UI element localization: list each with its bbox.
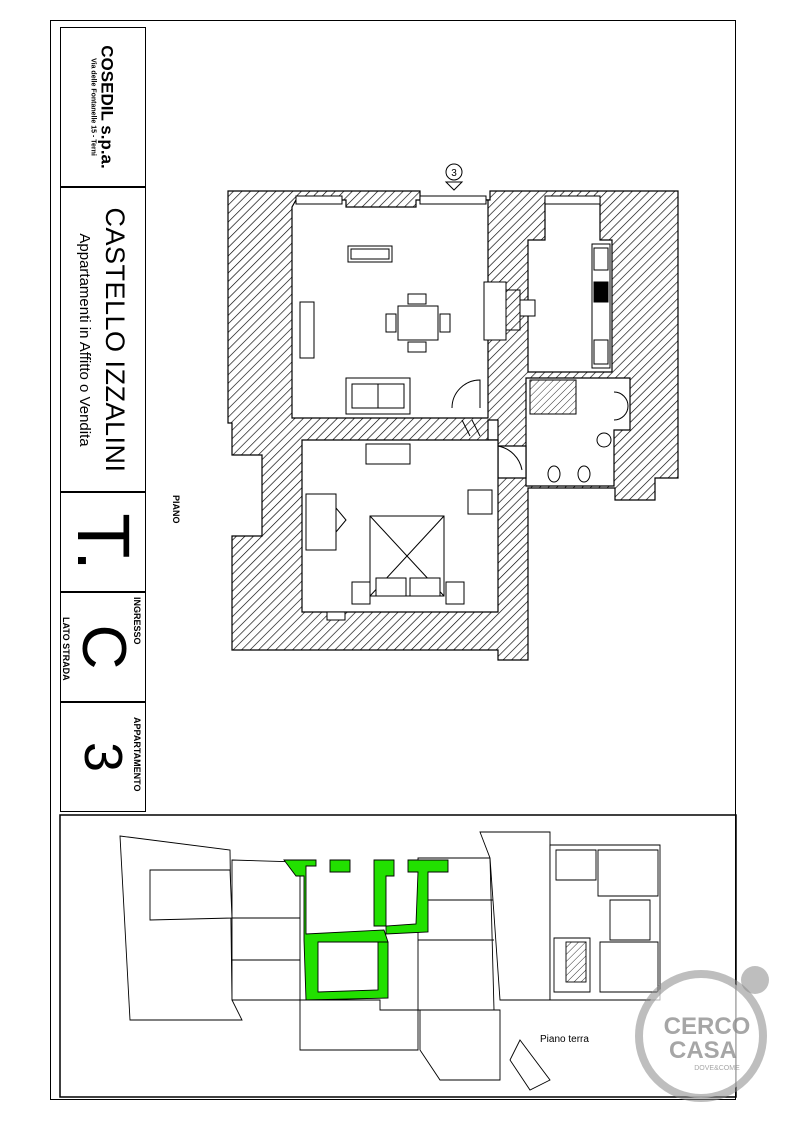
window	[327, 612, 345, 620]
wardrobe	[306, 494, 336, 550]
window	[420, 196, 486, 204]
watermark-line2: CASA	[668, 1037, 738, 1064]
sideboard	[348, 246, 392, 262]
shower	[530, 380, 576, 414]
ingresso-note: LATO STRADA	[61, 617, 71, 681]
ingresso-value: C	[69, 624, 138, 670]
piano-value: T.	[62, 513, 145, 571]
entrance-arrow-icon	[446, 182, 462, 190]
shelf	[300, 302, 314, 358]
cercocasa-watermark	[635, 958, 775, 1108]
fireplace	[484, 282, 506, 340]
piano-label: PIANO	[171, 495, 181, 524]
project-subtitle: Appartamenti in Affitto o Vendita	[76, 232, 93, 447]
sink	[597, 433, 611, 447]
watermark-line3: DOVE&COME	[694, 1065, 740, 1072]
armchair	[468, 490, 492, 514]
window	[296, 196, 342, 204]
window	[545, 196, 600, 204]
keyplan-caption: Piano terra	[540, 1034, 589, 1045]
nightstand	[352, 582, 370, 604]
appartamento-label: APPARTAMENTO	[132, 717, 142, 792]
project-title: CASTELLO IZZALINI	[100, 206, 130, 473]
company-address: Via delle Fontanelle 15 - Terni	[89, 58, 97, 156]
desk	[366, 444, 410, 464]
dining-table	[398, 306, 438, 340]
ingresso-label: INGRESSO	[132, 597, 142, 645]
nightstand	[446, 582, 464, 604]
kitchen-counter	[592, 244, 610, 368]
watermark-dot	[741, 966, 769, 994]
watermark-line1: CERCO	[663, 1013, 751, 1040]
company-name: COSEDIL s.p.a.	[97, 45, 117, 169]
toilet	[548, 466, 560, 482]
entrance-marker-number: 3	[451, 168, 457, 179]
appartamento-value: 3	[73, 741, 133, 773]
bidet	[578, 466, 590, 482]
